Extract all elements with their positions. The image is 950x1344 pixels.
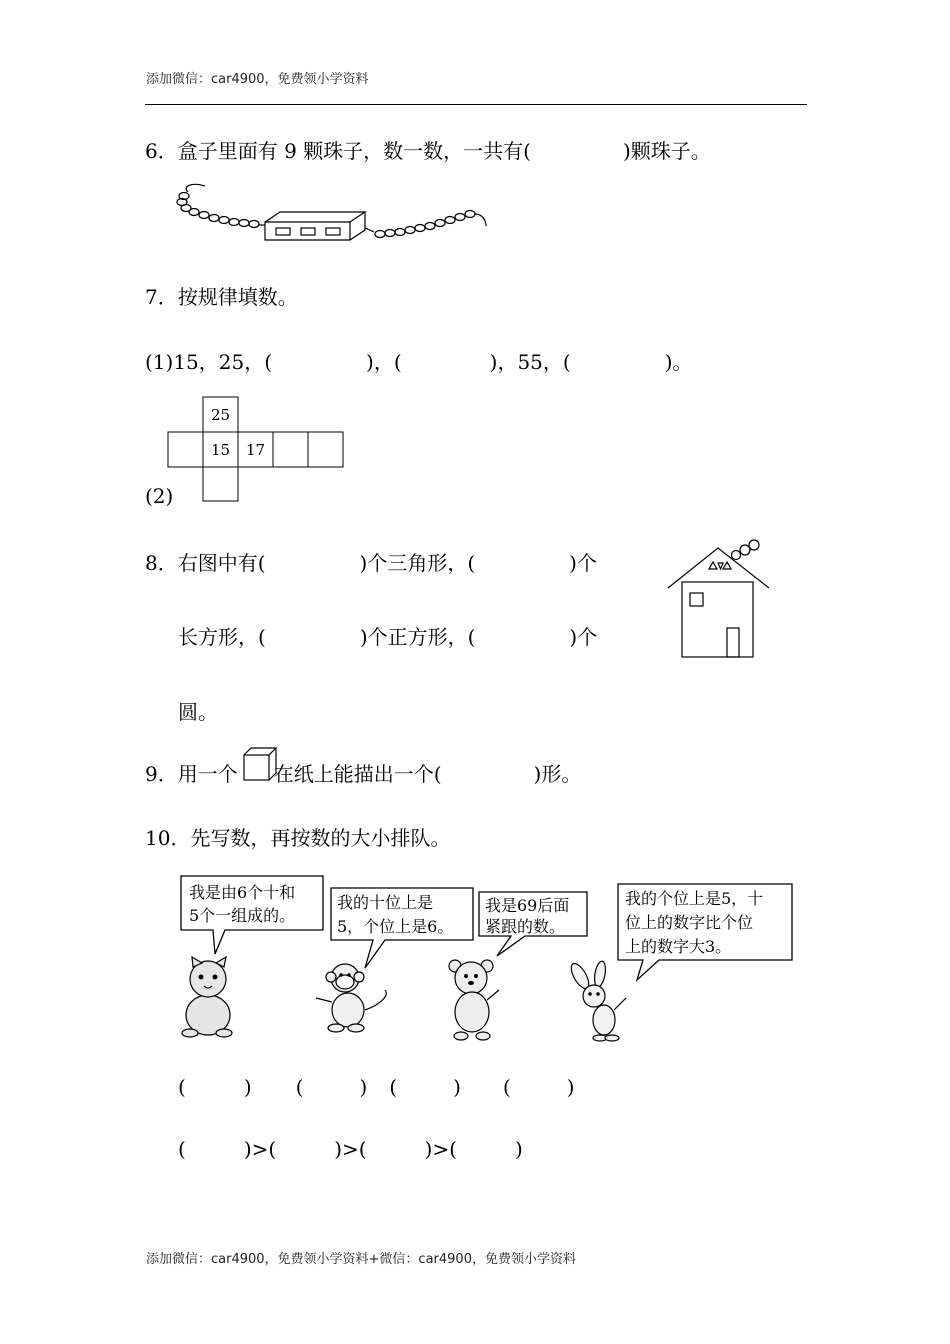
q10-answer-row bbox=[178, 1075, 575, 1099]
q7-title: 按规律填数。 bbox=[177, 285, 298, 309]
answer-open-1: ( bbox=[178, 1075, 186, 1099]
grid-cell-left[interactable] bbox=[168, 432, 203, 467]
page-header: 添加微信：car4900，免费领小学资料 bbox=[146, 72, 369, 87]
q7-part1-label: (1)15，25，( bbox=[145, 350, 273, 374]
bubble-2-line1: 我的十位上是 bbox=[337, 893, 434, 912]
q7-part1-end: )。 bbox=[664, 350, 693, 374]
q8-line2-b: )个正方形，( bbox=[359, 625, 476, 649]
answer-open-4: ( bbox=[502, 1075, 511, 1099]
grid-right-value: 17 bbox=[245, 441, 266, 459]
house-illustration bbox=[665, 536, 775, 661]
q6-text-before: 盒子里面有 9 颗珠子，数一数，一共有( bbox=[177, 139, 531, 163]
q9-text-c: )形。 bbox=[533, 762, 582, 786]
bubble-3-line1: 我是69后面 bbox=[485, 896, 570, 915]
q10-title-line bbox=[145, 826, 450, 850]
cat-icon bbox=[180, 955, 240, 1040]
rabbit-icon bbox=[570, 962, 635, 1042]
order-sep-2: )>( bbox=[334, 1137, 367, 1161]
answer-close-2: ) bbox=[359, 1075, 368, 1099]
bubble-3-line2: 紧跟的数。 bbox=[485, 917, 566, 936]
q7-part1-sep2: )，55，( bbox=[489, 350, 571, 374]
q9-number: 9． bbox=[145, 762, 178, 786]
q10-title: 先写数，再按数的大小排队。 bbox=[190, 826, 451, 850]
page-footer: 添加微信：car4900，免费领小学资料+微信：car4900，免费领小学资料 bbox=[146, 1252, 576, 1267]
bubble-1-line2: 5个一组成的。 bbox=[189, 906, 296, 925]
q8-line1-a: 右图中有( bbox=[177, 551, 266, 575]
grid-top-value: 25 bbox=[210, 406, 231, 424]
grid-cell-right-3[interactable] bbox=[308, 432, 343, 467]
q7-part2-label: (2) bbox=[145, 484, 174, 508]
bubble-1-line1: 我是由6个十和 bbox=[189, 883, 296, 902]
q7-number: 7． bbox=[145, 285, 178, 309]
answer-close-4: ) bbox=[566, 1075, 575, 1099]
cube-icon bbox=[242, 746, 278, 782]
header-rule bbox=[145, 104, 807, 105]
q10-bubbles bbox=[175, 872, 805, 962]
q7-part1-line bbox=[145, 350, 693, 374]
q10-number: 10． bbox=[145, 826, 191, 850]
grid-cell-right-2[interactable] bbox=[273, 432, 308, 467]
order-open: ( bbox=[178, 1137, 186, 1161]
q8-number: 8． bbox=[145, 551, 178, 575]
order-close: ) bbox=[514, 1137, 523, 1161]
grid-cell-bottom[interactable] bbox=[203, 467, 238, 501]
bear-icon bbox=[445, 958, 505, 1043]
q9-text-a: 用一个 bbox=[177, 762, 238, 786]
monkey-icon bbox=[310, 960, 395, 1035]
answer-close-1: ) bbox=[243, 1075, 252, 1099]
bubble-4-line1: 我的个位上是5，十 bbox=[625, 889, 764, 908]
q10-order-row bbox=[178, 1137, 523, 1161]
q7-title-line bbox=[145, 285, 298, 309]
q9-line bbox=[145, 762, 581, 786]
order-sep-3: )>( bbox=[424, 1137, 457, 1161]
q6-text-after: )颗珠子。 bbox=[622, 139, 711, 163]
order-sep-1: )>( bbox=[243, 1137, 277, 1161]
q8-line1-b: )个三角形，( bbox=[359, 551, 476, 575]
grid-middle-value: 15 bbox=[210, 441, 231, 459]
q9-text-b: 在纸上能描出一个( bbox=[273, 762, 442, 786]
bubble-2-line2: 5，个位上是6。 bbox=[337, 917, 454, 936]
bead-box-illustration bbox=[170, 180, 500, 250]
answer-close-3: ) bbox=[453, 1075, 461, 1099]
bubble-4-line2: 位上的数字比个位 bbox=[625, 913, 754, 932]
q8-line1-c: )个 bbox=[569, 551, 597, 575]
q6-line bbox=[145, 139, 711, 163]
answer-open-2: ( bbox=[295, 1075, 304, 1099]
q6-number: 6． bbox=[145, 139, 178, 163]
answer-open-3: ( bbox=[389, 1075, 398, 1099]
q8-line2-a: 长方形，( bbox=[178, 625, 266, 649]
q7-part1-sep1: )，( bbox=[366, 350, 402, 374]
q7-number-grid bbox=[168, 397, 344, 503]
q8-line1 bbox=[145, 551, 597, 575]
q8-line2-c: )个 bbox=[569, 625, 598, 649]
q8-line3: 圆。 bbox=[178, 700, 218, 724]
bubble-4-line3: 上的数字大3。 bbox=[625, 937, 732, 956]
q8-line2 bbox=[178, 625, 597, 649]
